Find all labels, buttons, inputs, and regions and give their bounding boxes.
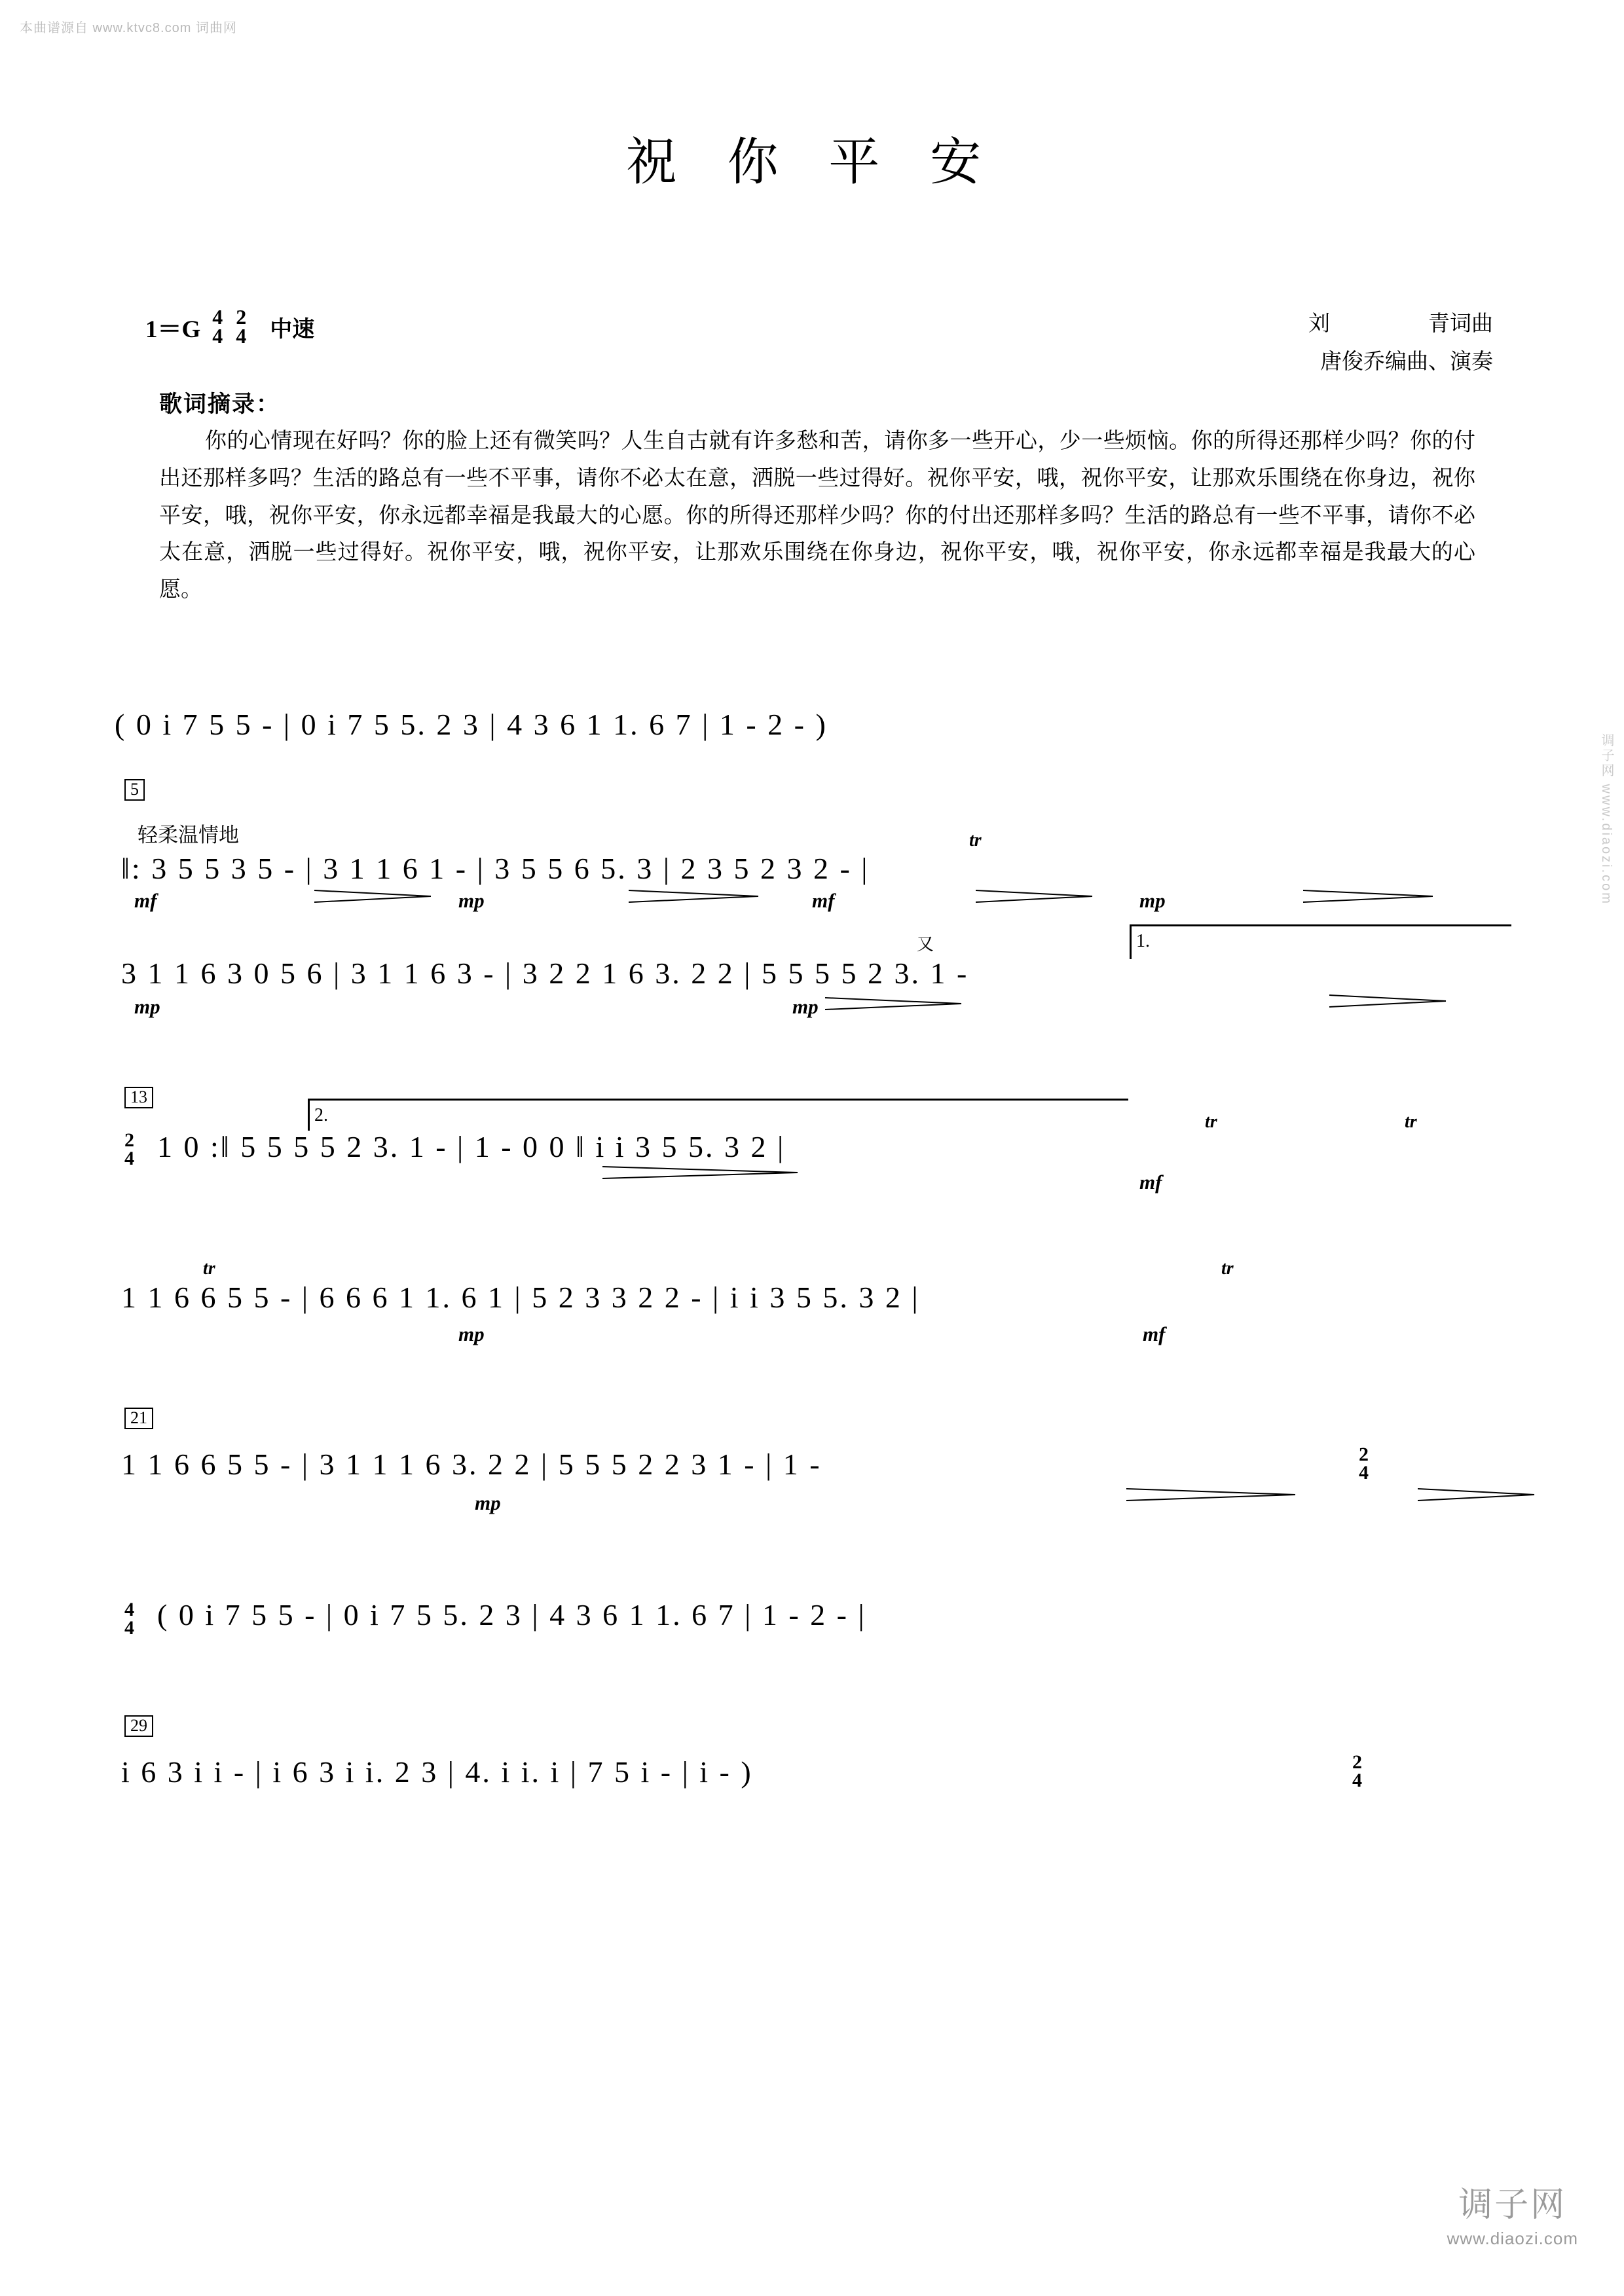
expression-mark-gentle: 轻柔温情地 bbox=[138, 824, 239, 847]
notes-measure-25: ( 0 i 7 5 5 - | 0 i 7 5 5. 2 3 | 4 3 6 1 1. 6 7 | 1 - 2 - | bbox=[157, 1598, 866, 1631]
dynamic-mf-2: mf bbox=[812, 889, 835, 912]
hairpin-5 bbox=[825, 996, 963, 1012]
dynamic-mf-4: mf bbox=[1143, 1322, 1166, 1345]
measure-number-29: 29 bbox=[124, 1715, 153, 1737]
time-signature-4-4: 4 4 bbox=[212, 305, 223, 348]
dynamic-mf-3: mf bbox=[1139, 1171, 1162, 1194]
key-signature: 1＝G bbox=[145, 316, 201, 344]
hairpin-1 bbox=[314, 889, 432, 905]
system-measure-29 bbox=[0, 1709, 1624, 1853]
ending-2-bracket bbox=[308, 1099, 1128, 1131]
trill-mark-1: tr bbox=[969, 830, 982, 850]
time-signature-change-2-4: 2 4 bbox=[124, 1129, 134, 1169]
notes-intro: ( 0 i 7 5 5 - | 0 i 7 5 5. 2 3 | 4 3 6 1 1. 6 7 | 1 - 2 - ) bbox=[115, 708, 828, 741]
notes-measure-13: 1 0 :‖ 5 5 5 5 2 3. 1 - | 1 - 0 0 ‖ i i 3 5 5. 3 2 | bbox=[157, 1130, 786, 1163]
system-measure-5a bbox=[0, 766, 1624, 917]
system-measure-5b bbox=[0, 917, 1624, 1080]
watermark-top-left: 本曲谱源自 www.ktvc8.com 词曲网 bbox=[20, 21, 237, 35]
page-title: 祝 你 平 安 bbox=[625, 133, 999, 192]
system-measure-21 bbox=[0, 1401, 1624, 1565]
composer-name: 刘 bbox=[1308, 310, 1330, 336]
composer-line-1 bbox=[1308, 304, 1493, 342]
tempo-marking: 中速 bbox=[270, 316, 315, 342]
time-signature-2-4: 2 4 bbox=[236, 305, 247, 348]
key-and-tempo bbox=[145, 305, 315, 348]
lyrics-heading: 歌词摘录： bbox=[159, 392, 281, 418]
dynamic-mp-3: mp bbox=[134, 995, 160, 1018]
dynamic-mp-4: mp bbox=[792, 995, 819, 1018]
measure-number-5: 5 bbox=[124, 779, 145, 801]
system-measure-13 bbox=[0, 1080, 1624, 1244]
dynamic-mp-6: mp bbox=[475, 1491, 501, 1514]
dynamic-mp-1: mp bbox=[458, 889, 485, 912]
measure-number-21: 21 bbox=[124, 1408, 153, 1429]
dynamic-mf-1: mf bbox=[134, 889, 157, 912]
time-signature-change-2-4-c: 2 4 bbox=[1352, 1751, 1362, 1791]
music-notation bbox=[0, 668, 1624, 1853]
watermark-right-side: 调子网 www.diaozi.com bbox=[1599, 733, 1614, 905]
ending-1-bracket bbox=[1130, 924, 1511, 959]
again-mark: 又 bbox=[917, 935, 934, 955]
notes-measure-21: 1 1 6 6 5 5 - | 3 1 1 1 6 3. 2 2 | 5 5 5 2 2 3 1 - | 1 - bbox=[121, 1448, 822, 1481]
hairpin-7 bbox=[602, 1165, 799, 1181]
watermark-site-name: 调子网 bbox=[1458, 2185, 1567, 2225]
hairpin-9 bbox=[1418, 1487, 1536, 1503]
dynamic-mp-5: mp bbox=[458, 1322, 485, 1345]
lyrics-body: 你的心情现在好吗？你的脸上还有微笑吗？人生自古就有许多愁和苦，请你多一些开心，少一些烦恼。你的所得还那样少吗？你的付出还那样多吗？生活的路总有一些不平事，请你不必太在意，洒脱一些过得好。祝你平安，哦，祝你平安，让那欢乐围绕在你身边，祝你平安，哦，祝你平安，你永远都幸福是我最大的心愿。你的所得还那样少吗？你的付出还那样多吗？生活的路总有一些不平事，请你不必太在意，洒脱一些过得好。祝你平安，哦，祝你平安，让那欢乐围绕在你身边，祝你平安，哦，祝你平安，你永远都幸福是我最大的心愿。 bbox=[159, 428, 1475, 602]
watermark-site-url: www.diaozi.com bbox=[1447, 2229, 1578, 2248]
trill-mark-5: tr bbox=[1221, 1258, 1234, 1279]
system-measure-17 bbox=[0, 1244, 1624, 1401]
time-signature-change-2-4-b: 2 4 bbox=[1359, 1444, 1369, 1484]
notes-measure-5a: ‖: 3 5 5 3 5 - | 3 1 1 6 1 - | 3 5 5 6 5. 3 | 2 3 5 2 3 2 - | bbox=[121, 852, 870, 885]
trill-mark-3: tr bbox=[1405, 1112, 1417, 1132]
hairpin-3 bbox=[976, 889, 1094, 905]
ending-1-label: 1. bbox=[1136, 931, 1150, 951]
watermark-bottom bbox=[1447, 2177, 1578, 2249]
ending-2-label: 2. bbox=[314, 1105, 328, 1125]
notes-measure-5b: 3 1 1 6 3 0 5 6 | 3 1 1 6 3 - | 3 2 2 1 6 3. 2 2 | 5 5 5 5 2 3. 1 - bbox=[121, 957, 969, 990]
arranger-line: 唐俊乔编曲、演奏 bbox=[1320, 348, 1493, 374]
composer-credits bbox=[1308, 304, 1493, 380]
composer-role: 青词曲 bbox=[1428, 310, 1493, 336]
hairpin-2 bbox=[629, 889, 760, 905]
notes-measure-17: 1 1 6 6 5 5 - | 6 6 6 1 1. 6 1 | 5 2 3 3 2 2 - | i i 3 5 5. 3 2 | bbox=[121, 1281, 920, 1314]
trill-mark-4: tr bbox=[203, 1258, 215, 1279]
hairpin-6 bbox=[1329, 994, 1447, 1010]
system-intro bbox=[0, 668, 1624, 766]
measure-number-13: 13 bbox=[124, 1087, 153, 1108]
hairpin-8 bbox=[1126, 1487, 1297, 1503]
trill-mark-2: tr bbox=[1205, 1112, 1217, 1132]
notes-measure-29: i 6 3 i i - | i 6 3 i i. 2 3 | 4. i i. i | 7 5 i - | i - ) bbox=[121, 1755, 753, 1789]
hairpin-4 bbox=[1303, 889, 1434, 905]
system-measure-25 bbox=[0, 1565, 1624, 1709]
dynamic-mp-2: mp bbox=[1139, 889, 1166, 912]
time-signature-change-4-4: 4 4 bbox=[124, 1599, 134, 1639]
